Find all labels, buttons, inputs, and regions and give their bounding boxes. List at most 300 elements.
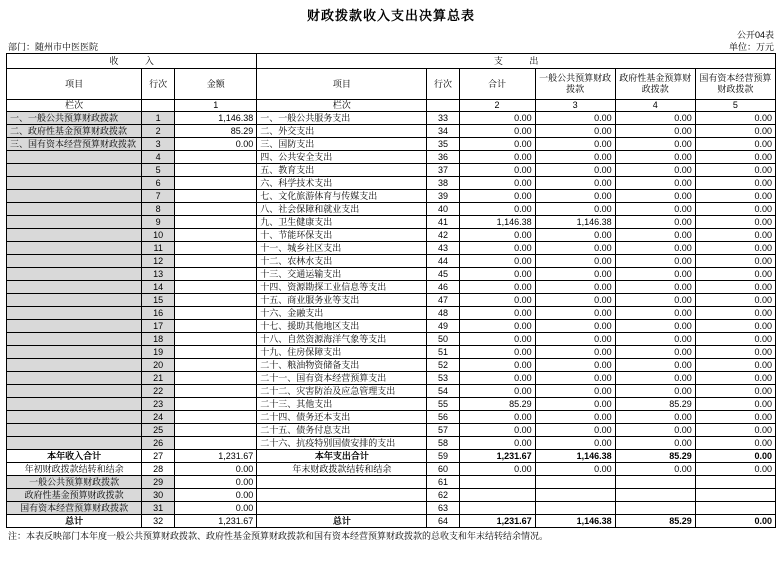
expense-capital: 0.00 bbox=[695, 320, 775, 333]
expense-line: 54 bbox=[427, 385, 459, 398]
expense-line: 48 bbox=[427, 307, 459, 320]
column-number-row bbox=[7, 100, 776, 112]
expense-fund: 0.00 bbox=[615, 164, 695, 177]
expense-line: 51 bbox=[427, 346, 459, 359]
summary-expense-general: 0.00 bbox=[535, 463, 615, 476]
expense-capital: 0.00 bbox=[695, 255, 775, 268]
summary-expense-total: 1,231.67 bbox=[459, 515, 535, 528]
income-amount bbox=[175, 177, 257, 190]
col-num-4: 4 bbox=[615, 100, 695, 112]
income-line: 14 bbox=[142, 281, 175, 294]
expense-fund: 0.00 bbox=[615, 216, 695, 229]
summary-expense-capital bbox=[695, 489, 775, 502]
table-row bbox=[7, 229, 776, 242]
expense-total: 0.00 bbox=[459, 164, 535, 177]
table-row bbox=[7, 125, 776, 138]
expense-general: 0.00 bbox=[535, 125, 615, 138]
expense-line: 49 bbox=[427, 320, 459, 333]
summary-expense-total bbox=[459, 476, 535, 489]
summary-expense-item: 年末财政拨款结转和结余 bbox=[257, 463, 427, 476]
expense-capital: 0.00 bbox=[695, 424, 775, 437]
summary-income-amount: 0.00 bbox=[175, 489, 257, 502]
expense-general: 0.00 bbox=[535, 177, 615, 190]
income-amount bbox=[175, 164, 257, 177]
income-line: 24 bbox=[142, 411, 175, 424]
expense-general: 0.00 bbox=[535, 242, 615, 255]
expense-item: 十七、援助其他地区支出 bbox=[257, 320, 427, 333]
income-amount bbox=[175, 307, 257, 320]
expense-total: 0.00 bbox=[459, 151, 535, 164]
summary-expense-capital: 0.00 bbox=[695, 515, 775, 528]
table-row bbox=[7, 307, 776, 320]
income-item bbox=[7, 346, 142, 359]
table-row bbox=[7, 411, 776, 424]
summary-income-line: 27 bbox=[142, 450, 175, 463]
public-code-row bbox=[6, 28, 776, 40]
expense-general: 0.00 bbox=[535, 255, 615, 268]
expense-item: 十六、金融支出 bbox=[257, 307, 427, 320]
department-label bbox=[8, 40, 98, 53]
summary-income-line: 30 bbox=[142, 489, 175, 502]
summary-income-line: 28 bbox=[142, 463, 175, 476]
expense-total: 0.00 bbox=[459, 229, 535, 242]
table-summary bbox=[7, 450, 776, 528]
expense-fund: 0.00 bbox=[615, 346, 695, 359]
expense-item: 十、节能环保支出 bbox=[257, 229, 427, 242]
income-amount bbox=[175, 281, 257, 294]
income-line: 12 bbox=[142, 255, 175, 268]
summary-income-item: 一般公共预算财政拨款 bbox=[7, 476, 142, 489]
income-item bbox=[7, 151, 142, 164]
summary-expense-line: 62 bbox=[427, 489, 459, 502]
header-income-line: 行次 bbox=[142, 69, 175, 100]
expense-general: 0.00 bbox=[535, 151, 615, 164]
summary-expense-line: 64 bbox=[427, 515, 459, 528]
income-amount bbox=[175, 424, 257, 437]
summary-expense-total bbox=[459, 489, 535, 502]
expense-item: 五、教育支出 bbox=[257, 164, 427, 177]
expense-item: 二、外交支出 bbox=[257, 125, 427, 138]
expense-capital: 0.00 bbox=[695, 385, 775, 398]
expense-fund: 0.00 bbox=[615, 320, 695, 333]
expense-capital: 0.00 bbox=[695, 125, 775, 138]
expense-item: 十五、商业服务业等支出 bbox=[257, 294, 427, 307]
header-expense-general: 一般公共预算财政拨款 bbox=[535, 69, 615, 100]
expense-general: 0.00 bbox=[535, 333, 615, 346]
expense-total: 0.00 bbox=[459, 138, 535, 151]
summary-income-line: 29 bbox=[142, 476, 175, 489]
income-item: 二、政府性基金预算财政拨款 bbox=[7, 125, 142, 138]
table-note: 注：本表反映部门本年度一般公共预算财政拨款、政府性基金预算财政拨款和国有资本经营预算财政拨款的总收支和年末结转结余情况。 bbox=[8, 531, 549, 541]
expense-capital: 0.00 bbox=[695, 398, 775, 411]
expense-item: 八、社会保障和就业支出 bbox=[257, 203, 427, 216]
expense-fund: 0.00 bbox=[615, 229, 695, 242]
income-item bbox=[7, 294, 142, 307]
expense-item: 二十六、抗疫特别国债安排的支出 bbox=[257, 437, 427, 450]
summary-income-line: 32 bbox=[142, 515, 175, 528]
summary-income-amount: 1,231.67 bbox=[175, 515, 257, 528]
expense-total: 0.00 bbox=[459, 424, 535, 437]
expense-fund: 0.00 bbox=[615, 307, 695, 320]
expense-capital: 0.00 bbox=[695, 411, 775, 424]
header-income-item: 项目 bbox=[7, 69, 142, 100]
expense-line: 37 bbox=[427, 164, 459, 177]
income-item bbox=[7, 424, 142, 437]
income-amount: 85.29 bbox=[175, 125, 257, 138]
expense-item: 二十三、其他支出 bbox=[257, 398, 427, 411]
column-header-row bbox=[7, 69, 776, 100]
public-code: 公开04表 bbox=[736, 30, 774, 40]
expense-capital: 0.00 bbox=[695, 372, 775, 385]
income-amount bbox=[175, 398, 257, 411]
income-amount: 0.00 bbox=[175, 138, 257, 151]
expense-total: 0.00 bbox=[459, 177, 535, 190]
expense-total: 0.00 bbox=[459, 320, 535, 333]
expense-fund: 0.00 bbox=[615, 437, 695, 450]
expense-line: 36 bbox=[427, 151, 459, 164]
expense-line: 58 bbox=[427, 437, 459, 450]
summary-expense-line: 61 bbox=[427, 476, 459, 489]
expense-fund: 0.00 bbox=[615, 177, 695, 190]
table-row bbox=[7, 281, 776, 294]
expense-line: 34 bbox=[427, 125, 459, 138]
income-item bbox=[7, 203, 142, 216]
summary-expense-fund: 85.29 bbox=[615, 450, 695, 463]
expense-fund: 0.00 bbox=[615, 268, 695, 281]
summary-expense-total: 0.00 bbox=[459, 463, 535, 476]
income-line: 20 bbox=[142, 359, 175, 372]
expense-fund: 0.00 bbox=[615, 203, 695, 216]
unit-label: 单位：万元 bbox=[728, 42, 774, 52]
income-line: 17 bbox=[142, 320, 175, 333]
summary-expense-fund bbox=[615, 502, 695, 515]
summary-expense-line: 60 bbox=[427, 463, 459, 476]
expense-line: 41 bbox=[427, 216, 459, 229]
expense-general: 0.00 bbox=[535, 138, 615, 151]
expense-line: 38 bbox=[427, 177, 459, 190]
col-num-2: 2 bbox=[459, 100, 535, 112]
table-row bbox=[7, 216, 776, 229]
expense-item: 十八、自然资源海洋气象等支出 bbox=[257, 333, 427, 346]
expense-capital: 0.00 bbox=[695, 229, 775, 242]
income-line: 13 bbox=[142, 268, 175, 281]
expense-general: 1,146.38 bbox=[535, 216, 615, 229]
expense-capital: 0.00 bbox=[695, 203, 775, 216]
department-name: 随州市中医医院 bbox=[35, 42, 99, 52]
expense-general: 0.00 bbox=[535, 437, 615, 450]
summary-income-amount: 0.00 bbox=[175, 502, 257, 515]
table-row bbox=[7, 346, 776, 359]
income-line: 19 bbox=[142, 346, 175, 359]
income-line: 4 bbox=[142, 151, 175, 164]
summary-expense-item bbox=[257, 476, 427, 489]
expense-fund: 0.00 bbox=[615, 411, 695, 424]
table-row bbox=[7, 242, 776, 255]
summary-expense-general bbox=[535, 502, 615, 515]
expense-fund: 0.00 bbox=[615, 112, 695, 125]
expense-total: 0.00 bbox=[459, 281, 535, 294]
table-row bbox=[7, 333, 776, 346]
expense-line: 53 bbox=[427, 372, 459, 385]
expense-fund: 85.29 bbox=[615, 398, 695, 411]
summary-income-amount: 1,231.67 bbox=[175, 450, 257, 463]
income-item bbox=[7, 437, 142, 450]
income-item bbox=[7, 320, 142, 333]
expense-item: 二十二、灾害防治及应急管理支出 bbox=[257, 385, 427, 398]
table-summary-row bbox=[7, 489, 776, 502]
income-amount bbox=[175, 216, 257, 229]
summary-expense-item: 总计 bbox=[257, 515, 427, 528]
col-blank-right bbox=[427, 100, 459, 112]
expense-item: 三、国防支出 bbox=[257, 138, 427, 151]
summary-expense-capital bbox=[695, 502, 775, 515]
income-item bbox=[7, 385, 142, 398]
income-amount bbox=[175, 437, 257, 450]
expense-line: 50 bbox=[427, 333, 459, 346]
income-line: 3 bbox=[142, 138, 175, 151]
income-line: 6 bbox=[142, 177, 175, 190]
table-body bbox=[7, 112, 776, 450]
expense-total: 1,146.38 bbox=[459, 216, 535, 229]
col-num-1: 1 bbox=[175, 100, 257, 112]
expense-capital: 0.00 bbox=[695, 346, 775, 359]
expense-line: 35 bbox=[427, 138, 459, 151]
income-line: 26 bbox=[142, 437, 175, 450]
header-expense-fund: 政府性基金预算财政拨款 bbox=[615, 69, 695, 100]
department-label-text: 部门： bbox=[8, 42, 36, 52]
expense-general: 0.00 bbox=[535, 190, 615, 203]
income-amount bbox=[175, 268, 257, 281]
expense-line: 33 bbox=[427, 112, 459, 125]
expense-capital: 0.00 bbox=[695, 307, 775, 320]
income-line: 10 bbox=[142, 229, 175, 242]
expense-fund: 0.00 bbox=[615, 190, 695, 203]
expense-fund: 0.00 bbox=[615, 424, 695, 437]
income-item bbox=[7, 255, 142, 268]
col-blank-left bbox=[142, 100, 175, 112]
income-item bbox=[7, 229, 142, 242]
table-row bbox=[7, 385, 776, 398]
expense-general: 0.00 bbox=[535, 320, 615, 333]
summary-expense-total: 1,231.67 bbox=[459, 450, 535, 463]
summary-income-item: 国有资本经营预算财政拨款 bbox=[7, 502, 142, 515]
col-num-5: 5 bbox=[695, 100, 775, 112]
expense-general: 0.00 bbox=[535, 307, 615, 320]
table-row bbox=[7, 437, 776, 450]
table-row bbox=[7, 320, 776, 333]
income-line: 7 bbox=[142, 190, 175, 203]
expense-general: 0.00 bbox=[535, 359, 615, 372]
expense-total: 85.29 bbox=[459, 398, 535, 411]
income-item bbox=[7, 307, 142, 320]
income-amount bbox=[175, 190, 257, 203]
expense-item: 二十一、国有资本经营预算支出 bbox=[257, 372, 427, 385]
expense-total: 0.00 bbox=[459, 437, 535, 450]
page-title: 财政拨款收入支出决算总表 bbox=[306, 8, 475, 23]
income-item: 一、一般公共预算财政拨款 bbox=[7, 112, 142, 125]
expense-general: 0.00 bbox=[535, 294, 615, 307]
summary-income-item: 本年收入合计 bbox=[7, 450, 142, 463]
expense-total: 0.00 bbox=[459, 255, 535, 268]
expense-total: 0.00 bbox=[459, 294, 535, 307]
income-line: 11 bbox=[142, 242, 175, 255]
expense-item: 十二、农林水支出 bbox=[257, 255, 427, 268]
expense-capital: 0.00 bbox=[695, 177, 775, 190]
summary-expense-line: 59 bbox=[427, 450, 459, 463]
income-line: 2 bbox=[142, 125, 175, 138]
expense-capital: 0.00 bbox=[695, 190, 775, 203]
summary-income-amount: 0.00 bbox=[175, 463, 257, 476]
expense-general: 0.00 bbox=[535, 268, 615, 281]
expense-line: 40 bbox=[427, 203, 459, 216]
expense-capital: 0.00 bbox=[695, 359, 775, 372]
income-amount bbox=[175, 346, 257, 359]
expense-item: 七、文化旅游体育与传媒支出 bbox=[257, 190, 427, 203]
expense-capital: 0.00 bbox=[695, 281, 775, 294]
expense-fund: 0.00 bbox=[615, 138, 695, 151]
summary-expense-line: 63 bbox=[427, 502, 459, 515]
income-item bbox=[7, 268, 142, 281]
expense-item: 二十、粮油物资储备支出 bbox=[257, 359, 427, 372]
income-amount bbox=[175, 255, 257, 268]
summary-expense-capital: 0.00 bbox=[695, 463, 775, 476]
header-expense-line: 行次 bbox=[427, 69, 459, 100]
expense-capital: 0.00 bbox=[695, 216, 775, 229]
expense-line: 45 bbox=[427, 268, 459, 281]
expense-general: 0.00 bbox=[535, 164, 615, 177]
table-row bbox=[7, 151, 776, 164]
summary-expense-fund: 0.00 bbox=[615, 463, 695, 476]
expense-line: 52 bbox=[427, 359, 459, 372]
income-amount: 1,146.38 bbox=[175, 112, 257, 125]
income-item: 三、国有资本经营预算财政拨款 bbox=[7, 138, 142, 151]
expense-section-title: 支 出 bbox=[257, 54, 776, 69]
expense-total: 0.00 bbox=[459, 190, 535, 203]
expense-total: 0.00 bbox=[459, 333, 535, 346]
expense-general: 0.00 bbox=[535, 229, 615, 242]
income-line: 18 bbox=[142, 333, 175, 346]
header-income-amount: 金额 bbox=[175, 69, 257, 100]
income-line: 1 bbox=[142, 112, 175, 125]
table-row bbox=[7, 190, 776, 203]
expense-capital: 0.00 bbox=[695, 138, 775, 151]
expense-line: 42 bbox=[427, 229, 459, 242]
expense-line: 44 bbox=[427, 255, 459, 268]
header-expense-item: 项目 bbox=[257, 69, 427, 100]
income-item bbox=[7, 216, 142, 229]
expense-capital: 0.00 bbox=[695, 164, 775, 177]
table-row bbox=[7, 398, 776, 411]
income-item bbox=[7, 177, 142, 190]
expense-item: 十三、交通运输支出 bbox=[257, 268, 427, 281]
expense-fund: 0.00 bbox=[615, 255, 695, 268]
expense-item: 二十四、债务还本支出 bbox=[257, 411, 427, 424]
expense-item: 二十五、债务付息支出 bbox=[257, 424, 427, 437]
expense-capital: 0.00 bbox=[695, 294, 775, 307]
expense-fund: 0.00 bbox=[615, 125, 695, 138]
summary-income-item: 年初财政拨款结转和结余 bbox=[7, 463, 142, 476]
table-summary-row bbox=[7, 450, 776, 463]
income-item bbox=[7, 242, 142, 255]
expense-item: 四、公共安全支出 bbox=[257, 151, 427, 164]
expense-general: 0.00 bbox=[535, 372, 615, 385]
expense-fund: 0.00 bbox=[615, 281, 695, 294]
income-item bbox=[7, 190, 142, 203]
income-amount bbox=[175, 203, 257, 216]
expense-line: 57 bbox=[427, 424, 459, 437]
income-amount bbox=[175, 333, 257, 346]
expense-item: 六、科学技术支出 bbox=[257, 177, 427, 190]
income-item bbox=[7, 411, 142, 424]
summary-expense-total bbox=[459, 502, 535, 515]
expense-line: 55 bbox=[427, 398, 459, 411]
expense-fund: 0.00 bbox=[615, 372, 695, 385]
summary-expense-fund bbox=[615, 489, 695, 502]
table-row bbox=[7, 138, 776, 151]
financial-allocation-table bbox=[6, 53, 776, 528]
expense-item: 十四、资源勘探工业信息等支出 bbox=[257, 281, 427, 294]
header-expense-total: 合计 bbox=[459, 69, 535, 100]
table-row bbox=[7, 112, 776, 125]
expense-capital: 0.00 bbox=[695, 112, 775, 125]
income-item bbox=[7, 333, 142, 346]
expense-total: 0.00 bbox=[459, 268, 535, 281]
expense-general: 0.00 bbox=[535, 112, 615, 125]
expense-line: 47 bbox=[427, 294, 459, 307]
expense-total: 0.00 bbox=[459, 385, 535, 398]
expense-line: 46 bbox=[427, 281, 459, 294]
income-line: 5 bbox=[142, 164, 175, 177]
summary-expense-item: 本年支出合计 bbox=[257, 450, 427, 463]
expense-line: 39 bbox=[427, 190, 459, 203]
income-line: 22 bbox=[142, 385, 175, 398]
expense-total: 0.00 bbox=[459, 359, 535, 372]
expense-total: 0.00 bbox=[459, 242, 535, 255]
table-row bbox=[7, 294, 776, 307]
expense-fund: 0.00 bbox=[615, 242, 695, 255]
income-line: 9 bbox=[142, 216, 175, 229]
expense-fund: 0.00 bbox=[615, 359, 695, 372]
expense-general: 0.00 bbox=[535, 424, 615, 437]
summary-expense-general: 1,146.38 bbox=[535, 515, 615, 528]
income-amount bbox=[175, 151, 257, 164]
summary-expense-fund bbox=[615, 476, 695, 489]
expense-total: 0.00 bbox=[459, 203, 535, 216]
col-label-left: 栏次 bbox=[7, 100, 142, 112]
table-summary-row bbox=[7, 463, 776, 476]
summary-income-item: 政府性基金预算财政拨款 bbox=[7, 489, 142, 502]
expense-capital: 0.00 bbox=[695, 333, 775, 346]
income-amount bbox=[175, 372, 257, 385]
income-amount bbox=[175, 229, 257, 242]
expense-item: 一、一般公共服务支出 bbox=[257, 112, 427, 125]
col-num-3: 3 bbox=[535, 100, 615, 112]
income-amount bbox=[175, 359, 257, 372]
income-line: 16 bbox=[142, 307, 175, 320]
summary-income-amount: 0.00 bbox=[175, 476, 257, 489]
expense-general: 0.00 bbox=[535, 281, 615, 294]
expense-fund: 0.00 bbox=[615, 294, 695, 307]
expense-total: 0.00 bbox=[459, 125, 535, 138]
table-row bbox=[7, 372, 776, 385]
expense-capital: 0.00 bbox=[695, 151, 775, 164]
income-line: 21 bbox=[142, 372, 175, 385]
income-section-title: 收 入 bbox=[7, 54, 257, 69]
expense-fund: 0.00 bbox=[615, 151, 695, 164]
summary-expense-item bbox=[257, 489, 427, 502]
expense-capital: 0.00 bbox=[695, 437, 775, 450]
summary-income-line: 31 bbox=[142, 502, 175, 515]
